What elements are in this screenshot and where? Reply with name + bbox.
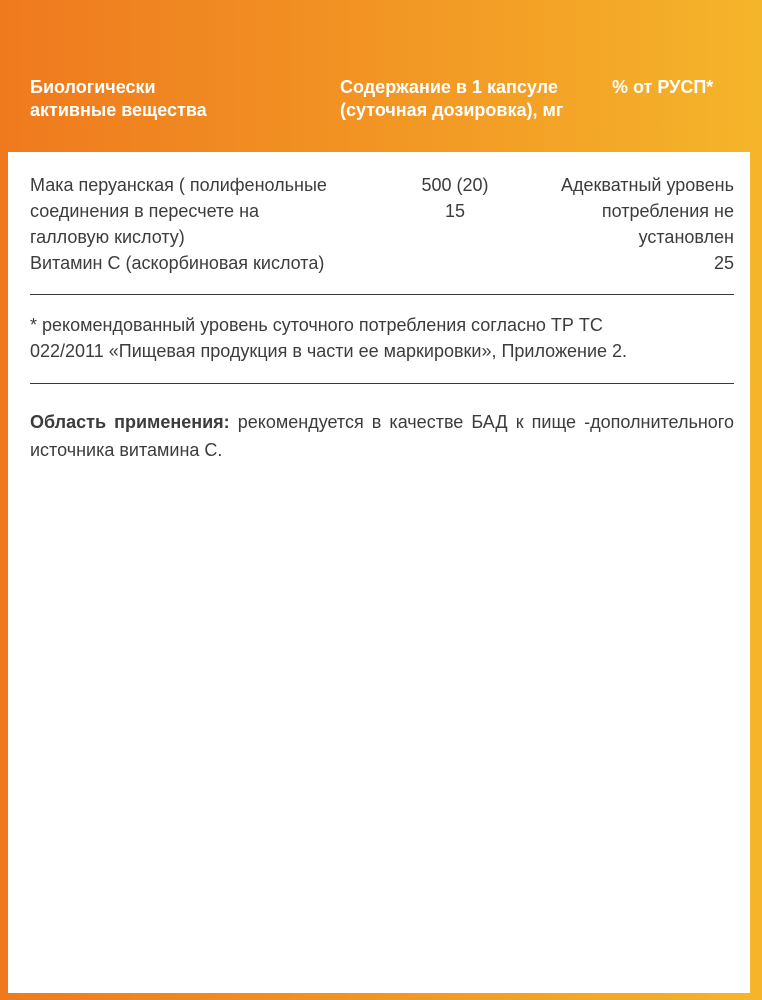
footnote-line: 022/2011 «Пищевая продукция в части ее маркировки», Приложение 2. bbox=[30, 341, 628, 361]
row-name-line: соединения в пересчете на bbox=[30, 201, 260, 221]
divider bbox=[30, 383, 734, 384]
header-content-line1: Содержание в 1 капсуле bbox=[340, 77, 558, 97]
row-percent-line: потребления не bbox=[601, 201, 734, 221]
table-row bbox=[30, 250, 734, 276]
header-content bbox=[340, 76, 600, 122]
row-name-line: Мака перуанская ( полифенольные bbox=[30, 175, 327, 195]
header-content-line2: (суточная дозировка), мг bbox=[340, 100, 564, 120]
row-percent bbox=[520, 250, 734, 276]
row-dose-line: 500 (20) bbox=[421, 175, 489, 195]
table-row bbox=[30, 172, 734, 250]
divider bbox=[30, 294, 734, 295]
header-substances-line2: активные вещества bbox=[30, 100, 207, 120]
header-percent: % от РУСП* bbox=[612, 77, 714, 97]
usage-text: рекомендуется в качестве БАД к пище -дополнительного источника витамина С. bbox=[30, 412, 734, 460]
row-percent-line: установлен bbox=[638, 227, 734, 247]
composition-table bbox=[30, 172, 734, 276]
row-percent-line: Адекватный уровень bbox=[560, 175, 734, 195]
usage-label: Область применения: bbox=[30, 412, 230, 432]
header-substances-line1: Биологически bbox=[30, 77, 156, 97]
row-name bbox=[30, 250, 390, 276]
footnote-line: * рекомендованный уровень суточного потребления согласно ТР ТС bbox=[30, 315, 603, 335]
row-dose-line: 15 bbox=[444, 201, 466, 221]
footnote bbox=[30, 312, 734, 364]
row-name bbox=[30, 172, 390, 250]
row-percent bbox=[520, 172, 734, 250]
content-panel bbox=[8, 152, 750, 993]
header-substances bbox=[30, 76, 270, 122]
row-name-line: Витамин С (аскорбиновая кислота) bbox=[30, 253, 325, 273]
row-name-line: галловую кислоту) bbox=[30, 227, 185, 247]
row-percent-line: 25 bbox=[713, 253, 734, 273]
table-header bbox=[0, 0, 762, 152]
row-dose bbox=[400, 172, 510, 224]
usage-paragraph bbox=[30, 408, 734, 464]
